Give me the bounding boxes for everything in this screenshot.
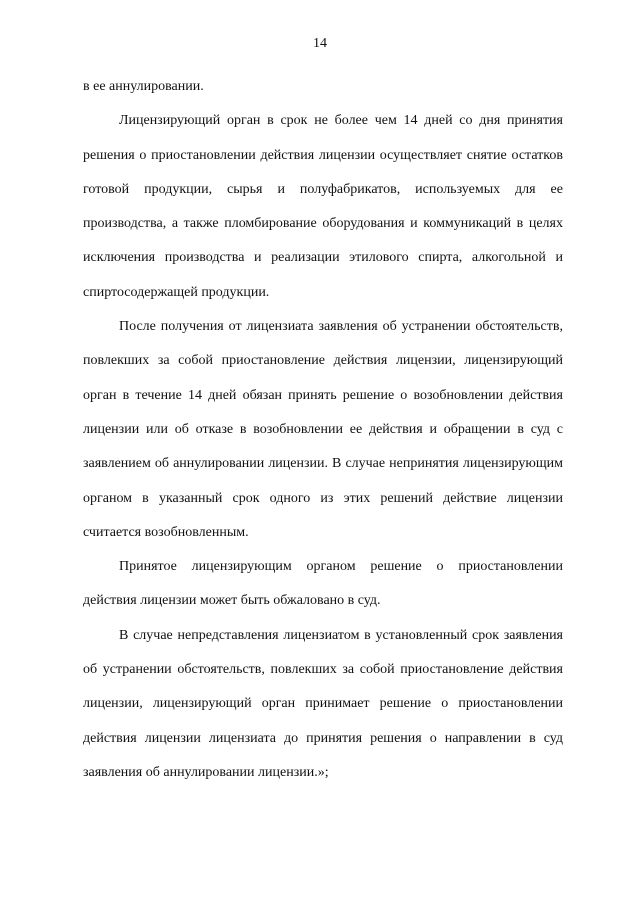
paragraph-seizure-of-products: Лицензирующий орган в срок не более чем 14 дней со дня принятия решения о приостановлении действия лицензии осуществляет снятие остатков готовой продукции, сырья и полуфабрикатов, используемых для ее производства, а также пломбирование оборудования и коммуникаций в целях исключения производства и реализации этилового спирта, алкогольной и спиртосодержащей продукции. [83, 113, 563, 300]
document-body [83, 70, 563, 790]
page-number: 14 [313, 36, 327, 51]
paragraph-license-renewal: После получения от лицензиата заявления об устранении обстоятельств, повлекших за собой приостановление действия лицензии, лицензирующий орган в течение 14 дней обязан принять решение о возобновлении действия лицензии или об отказе в возобновлении ее действия и обращении в суд с заявлением об аннулировании лицензии. В случае непринятия лицензирующим органом в указанный срок одного из этих решений действие лицензии считается возобновленным. [83, 319, 563, 540]
paragraph-continuation: в ее аннулировании. [83, 79, 204, 94]
paragraph-non-submission: В случае непредставления лицензиатом в установленный срок заявления об устранении обстоятельств, повлекших за собой приостановление действия лицензии, лицензирующий орган принимает решение о приостановлении действия лицензии лицензиата до принятия решения о направлении в суд заявления об аннулировании лицензии.»; [83, 627, 563, 780]
paragraph-appeal: Принятое лицензирующим органом решение о приостановлении действия лицензии может быть обжаловано в суд. [83, 559, 563, 609]
